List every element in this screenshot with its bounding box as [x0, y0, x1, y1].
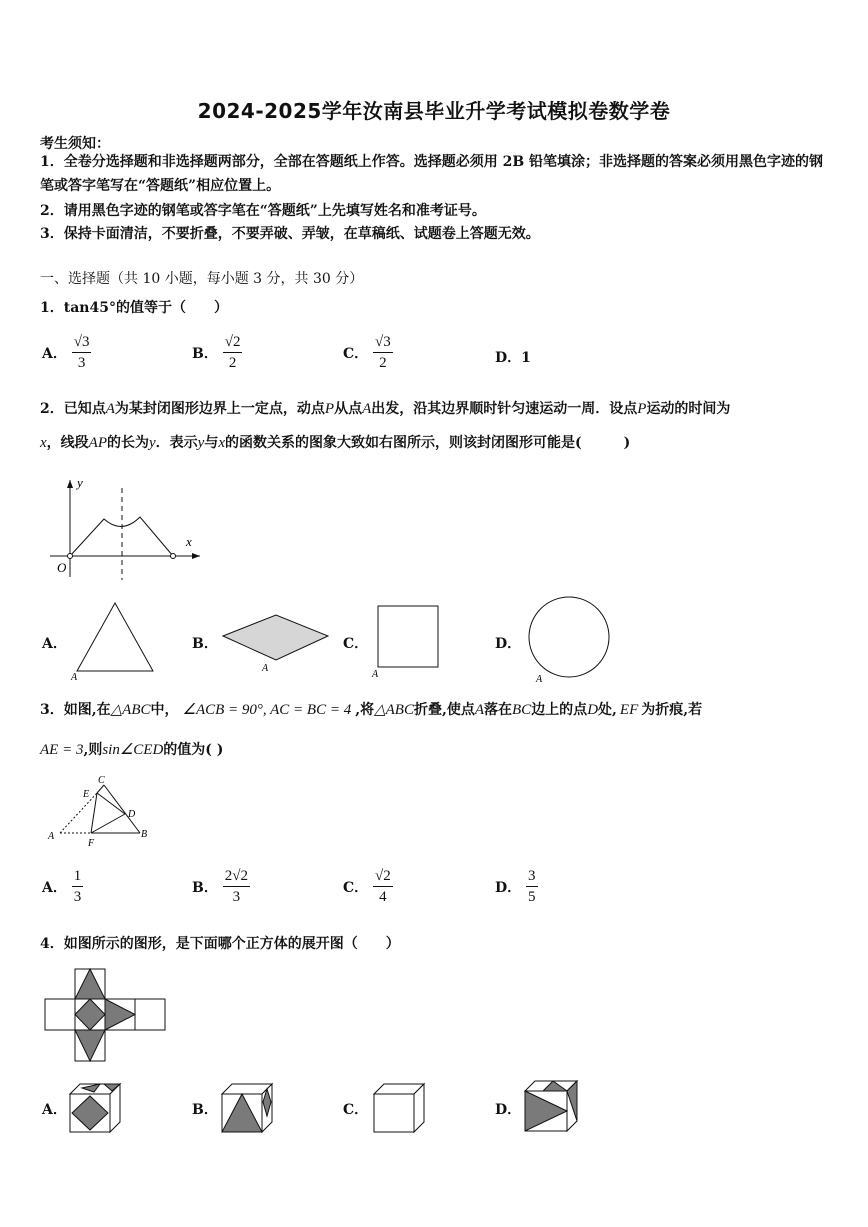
q2-option-c[interactable]: C． — [343, 636, 369, 652]
option-label: A． — [42, 346, 67, 362]
q3-stem-line1: 3．如图,在△ABC中， ∠ACB = 90°, AC = BC = 4 ,将△ABC折叠,使点A落在BC边上的点D处, EF 为折痕,若 — [40, 702, 703, 718]
q4-cube-net-figure — [44, 968, 169, 1063]
q2-option-d[interactable]: D． — [495, 636, 522, 652]
svg-text:C: C — [98, 775, 105, 786]
svg-text:A: A — [48, 831, 55, 842]
option-label: B． — [192, 346, 218, 362]
q4-option-a[interactable]: A． — [42, 1102, 67, 1118]
section-heading: 一、选择题（共 10 小题，每小题 3 分，共 30 分） — [40, 271, 364, 287]
q3-option-b[interactable]: B． $\frac{2√2}{3}$ — [192, 868, 248, 905]
q2-option-b[interactable]: B． — [192, 636, 218, 652]
q2-square-figure — [371, 604, 443, 678]
fraction: $\frac{√2}{2}$ — [224, 334, 241, 371]
q1-option-d[interactable] — [495, 347, 531, 367]
q2-option-a[interactable]: A． — [42, 636, 67, 652]
svg-text:A: A — [536, 674, 543, 684]
fraction: $\frac{√3}{2}$ — [375, 334, 391, 371]
q2-rhombus-figure — [220, 610, 332, 672]
svg-text:D: D — [128, 809, 136, 820]
q1-option-c[interactable] — [343, 334, 393, 372]
graph-x-label: x — [186, 534, 192, 549]
q1-option-b[interactable] — [192, 334, 242, 372]
q4-option-c[interactable]: C． — [343, 1102, 369, 1118]
q2-triangle-figure — [70, 600, 160, 682]
notice-heading: 考生须知： — [40, 136, 110, 152]
svg-text:B: B — [141, 829, 148, 840]
option-label: C． — [343, 346, 369, 362]
q2-function-graph — [40, 472, 210, 582]
q4-cube-a — [68, 1082, 123, 1134]
graph-y-label: y — [77, 475, 83, 490]
notice-item-2: 2．请用黑色字迹的钢笔或答字笔在“答题纸”上先填写姓名和准考证号。 — [40, 203, 486, 219]
notice-item-3: 3．保持卡面清洁，不要折叠，不要弄破、弄皱，在草稿纸、试题卷上答题无效。 — [40, 226, 540, 242]
q3-option-a[interactable]: A． $\frac{1}{3}$ — [42, 868, 82, 905]
option-label: D． — [495, 350, 522, 366]
page-title: 2024-2025学年汝南县毕业升学考试模拟卷数学卷 — [197, 99, 671, 123]
q1-stem: 1．tan45°的值等于（ ） — [40, 300, 228, 316]
q1-option-a[interactable] — [42, 334, 91, 372]
q4-option-d[interactable]: D． — [495, 1102, 522, 1118]
q4-cube-d — [523, 1079, 581, 1135]
svg-text:E: E — [83, 789, 90, 800]
q4-option-b[interactable]: B． — [192, 1102, 218, 1118]
q2-stem-line1: 2．已知点A为某封闭图形边界上一定点，动点P从点A出发，沿其边界顺时针匀速运动一周．设点P运动的时间为 — [40, 401, 731, 417]
q4-cube-b — [220, 1082, 275, 1134]
q4-stem: 4．如图所示的图形，是下面哪个正方体的展开图（ ） — [40, 936, 400, 952]
q2-circle-figure — [526, 594, 614, 684]
q3-stem-line2: AE = 3,则sin∠CED的值为( ) — [40, 742, 224, 758]
svg-text:F: F — [88, 838, 95, 848]
q4-cube-c — [372, 1082, 427, 1134]
q3-option-c[interactable]: C． $\frac{√2}{4}$ — [343, 868, 391, 905]
q3-triangle-figure — [42, 772, 154, 848]
fraction: $\frac{√3}{3}$ — [73, 334, 90, 371]
q2-stem-line2: x，线段AP的长为y．表示y与x的函数关系的图象大致如右图所示，则该封闭图形可能是( ) — [40, 435, 631, 451]
svg-text:A: A — [262, 663, 269, 672]
svg-text:A: A — [71, 672, 78, 682]
notice-item-1: 1．全卷分选择题和非选择题两部分，全部在答题纸上作答。选择题必须用 2B 铅笔填涂；非选择题的答案必须用黑色字迹的钢笔或答字笔写在“答题纸”相应位置上。 — [40, 154, 824, 194]
q3-option-d[interactable]: D． $\frac{3}{5}$ — [495, 868, 536, 905]
svg-text:A: A — [372, 669, 379, 678]
graph-origin-label: O — [57, 560, 67, 575]
option-value: 1 — [521, 350, 531, 366]
